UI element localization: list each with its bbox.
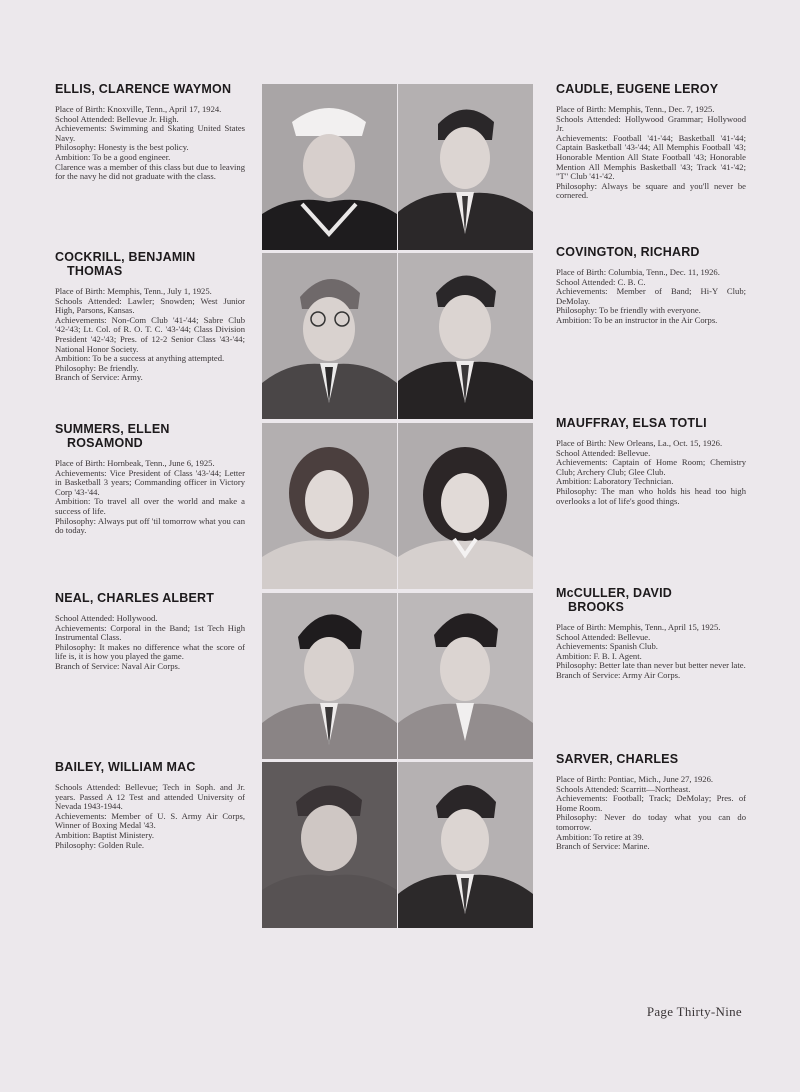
- portrait-ellis-navy: [262, 84, 397, 250]
- bio-birth: Place of Birth: Memphis, Tenn., July 1, 1925.: [55, 286, 212, 296]
- senior-entry-ellis: [55, 82, 245, 182]
- bio-achievements: Achievements: Member of U. S. Army Air Corps, Winner of Boxing Medal '43.: [55, 810, 245, 831]
- student-name: COVINGTON, RICHARD: [556, 245, 700, 259]
- portrait-sarver: [398, 762, 533, 928]
- portrait-bailey-uniform: [262, 762, 397, 928]
- bio-philosophy: Philosophy: Never do today what you can do tomorrow.: [556, 812, 746, 832]
- bio-achievements: Achievements: Corporal in the Band; 1st Tech High Instrumental Class.: [55, 622, 245, 643]
- bio-philosophy: Philosophy: Always put off 'til tomorrow what you can do today.: [55, 515, 245, 536]
- senior-entry-caudle: [556, 82, 746, 201]
- bio-birth: Place of Birth: Columbia, Tenn., Dec. 11, 1926.: [556, 267, 720, 277]
- bio-school: School Attended: Hollywood.: [55, 613, 158, 623]
- senior-entry-mauffray: [556, 416, 746, 506]
- bio-philosophy: Philosophy: Better late than never but better never late.: [556, 660, 746, 671]
- bio-ambition: Ambition: Baptist Ministery.: [55, 829, 154, 840]
- bio-philosophy: Philosophy: To be friendly with everyone.: [556, 305, 701, 316]
- bio-ambition: Ambition: Laboratory Technician.: [556, 476, 674, 487]
- bio-service: Branch of Service: Marine.: [556, 841, 650, 852]
- bio-schools: Schools Attended: Lawler; Snowden; West Junior High, Parsons, Kansas.: [55, 295, 245, 316]
- senior-entry-cockrill: [55, 250, 245, 383]
- bio-schools: Schools Attended: Hollywood Grammar; Hollywood Jr.: [556, 113, 746, 134]
- portrait-caudle: [398, 84, 533, 250]
- student-name: CAUDLE, EUGENE LEROY: [556, 82, 719, 96]
- bio-ambition: Ambition: To be a good engineer.: [55, 151, 171, 162]
- bio-birth: Place of Birth: Pontiac, Mich., June 27, 1926.: [556, 774, 714, 784]
- bio-note: Clarence was a member of this class but due to leaving for the navy he did not graduate with the class.: [55, 161, 245, 182]
- bio-ambition: Ambition: F. B. I. Agent.: [556, 650, 642, 661]
- bio-schools: Schools Attended: Bellevue; Tech in Soph. and Jr. years. Passed A 12 Test and attended University of Nevada 1943-1944.: [55, 782, 245, 812]
- student-name: ELLIS, CLARENCE WAYMON: [55, 82, 232, 96]
- bio-philosophy: Philosophy: The man who holds his head too high overlooks a lot of life's good things.: [556, 485, 746, 506]
- bio-philosophy: Philosophy: Be friendly.: [55, 362, 139, 373]
- bio-school: School Attended: Bellevue.: [556, 631, 651, 642]
- portrait-mauffray: [398, 423, 533, 589]
- bio-achievements: Achievements: Swimming and Skating United States Navy.: [55, 123, 245, 143]
- senior-entry-sarver: [556, 752, 746, 852]
- portrait-covington: [398, 253, 533, 419]
- bio-achievements: Achievements: Non-Com Club '41-'44; Sabre Club '42-'43; Lt. Col. of R. O. T. C. '43-'44; Class Division President '42-'43; Pres. of 12-2 Senior Class '43-'44; National Honor Society.: [55, 314, 245, 354]
- bio-school: School Attended: Bellevue Jr. High.: [55, 113, 179, 124]
- bio-service: Branch of Service: Army.: [55, 372, 143, 383]
- bio-schools: Schools Attended: Scarritt—Northeast.: [556, 783, 691, 794]
- bio-birth: Place of Birth: Hornbeak, Tenn., June 6, 1925.: [55, 458, 215, 468]
- bio-birth: Place of Birth: Memphis, Tenn., April 15, 1925.: [556, 622, 721, 632]
- student-name: MAUFFRAY, ELSA TOTLI: [556, 416, 707, 430]
- portrait-summers: [262, 423, 397, 589]
- bio-service: Branch of Service: Naval Air Corps.: [55, 660, 181, 671]
- bio-philosophy: Philosophy: It makes no difference what the score of life is, it is how you played the game.: [55, 641, 245, 662]
- bio-achievements: Achievements: Football; Track; DeMolay; Pres. of Home Room.: [556, 793, 746, 813]
- student-name: McCULLER, DAVID BROOKS: [556, 586, 672, 614]
- student-name: SARVER, CHARLES: [556, 752, 679, 766]
- bio-philosophy: Philosophy: Always be square and you'll never be cornered.: [556, 180, 746, 201]
- senior-entry-mcculler: [556, 586, 746, 681]
- bio-birth: Place of Birth: Memphis, Tenn., Dec. 7, 1925.: [556, 104, 715, 114]
- bio-ambition: Ambition: To retire at 39.: [556, 831, 644, 842]
- senior-entry-neal: [55, 591, 245, 672]
- student-name: BAILEY, WILLIAM MAC: [55, 760, 196, 774]
- senior-entry-bailey: [55, 760, 245, 850]
- bio-birth: Place of Birth: New Orleans, La., Oct. 15, 1926.: [556, 438, 723, 448]
- page-number: Page Thirty-Nine: [646, 1004, 742, 1019]
- bio-philosophy: Philosophy: Honesty is the best policy.: [55, 142, 189, 153]
- portrait-cockrill: [262, 253, 397, 419]
- bio-achievements: Achievements: Member of Band; Hi-Y Club; DeMolay.: [556, 286, 746, 306]
- bio-achievements: Achievements: Spanish Club.: [556, 641, 658, 652]
- bio-ambition: Ambition: To travel all over the world and make a success of life.: [55, 496, 245, 516]
- senior-entry-covington: [556, 245, 746, 326]
- bio-ambition: Ambition: To be an instructor in the Air Corps.: [556, 314, 718, 325]
- bio-service: Branch of Service: Army Air Corps.: [556, 669, 681, 680]
- bio-birth: Place of Birth: Knoxville, Tenn., April 17, 1924.: [55, 104, 222, 114]
- bio-school: School Attended: C. B. C.: [556, 276, 646, 287]
- bio-school: School Attended: Bellevue.: [556, 447, 651, 458]
- bio-achievements: Achievements: Football '41-'44; Basketball '41-'44; Captain Basketball '43-'44; All Memphis Football '43; Honorable Mention All State Football '43; Honorable Mention All Memphis Basketball '43; Track '41-'42; "T" Club '41-'42.: [556, 132, 746, 182]
- senior-entry-summers: [55, 422, 245, 536]
- student-name: NEAL, CHARLES ALBERT: [55, 591, 215, 605]
- student-name: SUMMERS, ELLEN ROSAMOND: [55, 422, 170, 450]
- bio-achievements: Achievements: Captain of Home Room; Chemistry Club; Archery Club; Glee Club.: [556, 457, 746, 477]
- bio-ambition: Ambition: To be a success at anything attempted.: [55, 353, 225, 364]
- bio-achievements: Achievements: Vice President of Class '43-'44; Letter in Basketball 3 years; Commanding officer in Victory Corp '43-'44.: [55, 467, 245, 497]
- portrait-neal: [262, 593, 397, 759]
- student-name: COCKRILL, BENJAMIN THOMAS: [55, 250, 196, 278]
- bio-philosophy: Philosophy: Golden Rule.: [55, 839, 145, 850]
- portrait-mcculler: [398, 593, 533, 759]
